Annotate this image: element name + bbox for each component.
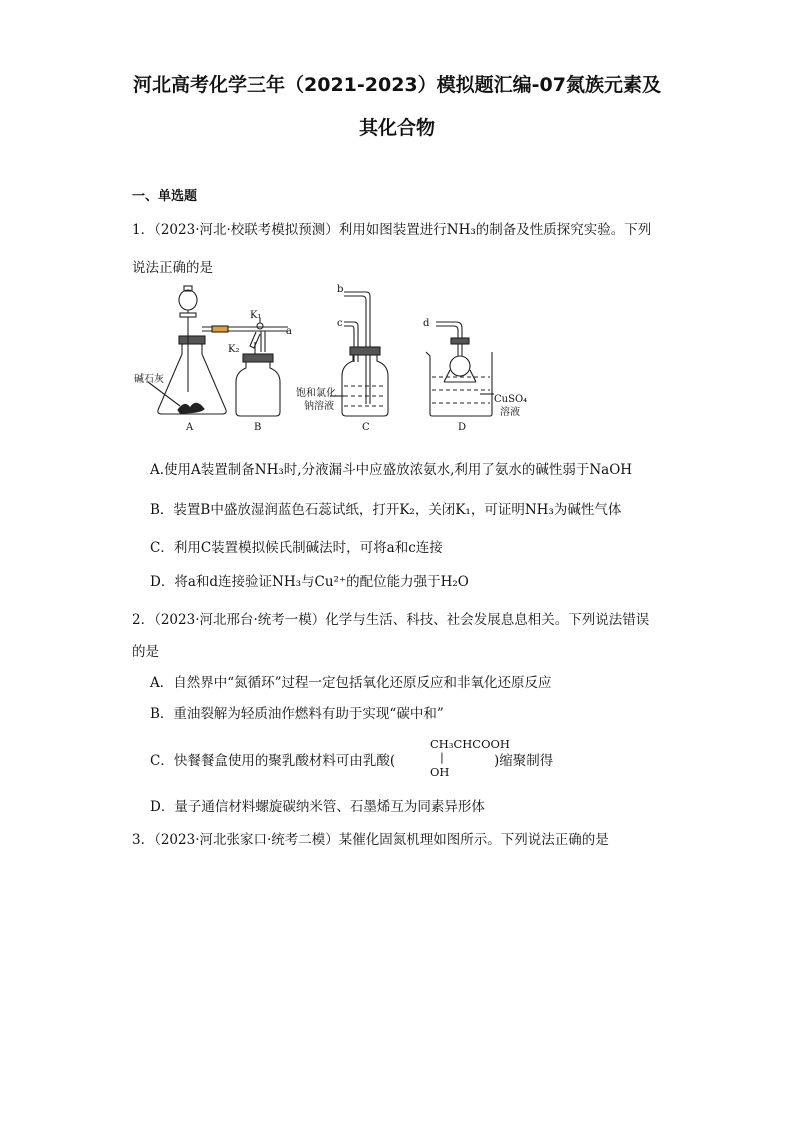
q2-stem-line2: 的是 bbox=[132, 644, 159, 660]
q1-option-a: A.使用A装置制备NH₃时,分液漏斗中应盛放浓氨水,利用了氨水的碱性弱于NaOH bbox=[150, 462, 633, 478]
label-d: d bbox=[423, 318, 430, 329]
label-nacl-line2: 钠溶液 bbox=[304, 401, 334, 412]
lactic-acid-oh: OH bbox=[430, 765, 450, 779]
label-b: b bbox=[337, 284, 344, 295]
label-apparatus-c: C bbox=[362, 422, 370, 433]
section-heading: 一、单选题 bbox=[132, 189, 198, 204]
label-c: c bbox=[337, 318, 343, 329]
label-k1: K₁ bbox=[250, 310, 262, 321]
label-k2: K₂ bbox=[228, 344, 240, 355]
lactic-acid-main-chain: CH₃CHCOOH bbox=[430, 737, 510, 751]
q2-option-d: D．量子通信材料螺旋碳纳米管、石墨烯互为同素异形体 bbox=[150, 799, 485, 815]
q1-stem-line1: 1．（2023·河北·校联考模拟预测）利用如图装置进行NH₃的制备及性质探究实验。下列 bbox=[132, 222, 652, 238]
q1-option-b: B．装置B中盛放湿润蓝色石蕊试纸，打开K₂，关闭K₁，可证明NH₃为碱性气体 bbox=[150, 502, 622, 518]
q3-stem-line1: 3．（2023·河北张家口·统考二模）某催化固氮机理如图所示。下列说法正确的是 bbox=[132, 832, 609, 848]
q2-option-a: A．自然界中“氮循环”过程一定包括氧化还原反应和非氧化还原反应 bbox=[150, 675, 552, 691]
q2-option-c-tail: )缩聚制得 bbox=[494, 753, 554, 769]
q1-option-c: C．利用C装置模拟候氏制碱法时，可将a和c连接 bbox=[150, 540, 443, 556]
apparatus-a bbox=[148, 286, 270, 414]
apparatus-d bbox=[426, 322, 494, 416]
label-cuso4-line2: 溶液 bbox=[500, 407, 520, 418]
apparatus-b bbox=[236, 318, 288, 416]
q1-option-d: D．将a和d连接验证NH₃与Cu²⁺的配位能力强于H₂O bbox=[150, 574, 469, 590]
q2-stem-line1: 2．（2023·河北邢台·统考一模）化学与生活、科技、社会发展息息相关。下列说法错误 bbox=[132, 612, 650, 628]
label-apparatus-b: B bbox=[254, 422, 262, 433]
label-apparatus-a: A bbox=[186, 422, 194, 433]
label-apparatus-d: D bbox=[458, 422, 467, 433]
label-soda-lime: 碱石灰 bbox=[134, 374, 164, 385]
label-nacl-line1: 饱和氯化 bbox=[296, 388, 336, 399]
q1-stem-line2: 说法正确的是 bbox=[132, 260, 213, 276]
doc-title-line1: 河北高考化学三年（2021-2023）模拟题汇编-07氮族元素及 bbox=[133, 74, 661, 96]
apparatus-c bbox=[330, 292, 388, 416]
q2-option-c: C．快餐餐盒使用的聚乳酸材料可由乳酸( bbox=[150, 753, 396, 769]
lactic-acid-structure bbox=[430, 737, 510, 781]
lactic-acid-bond: | bbox=[440, 750, 444, 764]
label-cuso4-line1: CuSO₄ bbox=[494, 394, 528, 405]
doc-title-line2: 其化合物 bbox=[358, 117, 435, 139]
label-a: a bbox=[286, 326, 292, 337]
q2-option-b: B．重油裂解为轻质油作燃料有助于实现“碳中和” bbox=[150, 706, 444, 722]
apparatus-figure bbox=[130, 282, 528, 442]
